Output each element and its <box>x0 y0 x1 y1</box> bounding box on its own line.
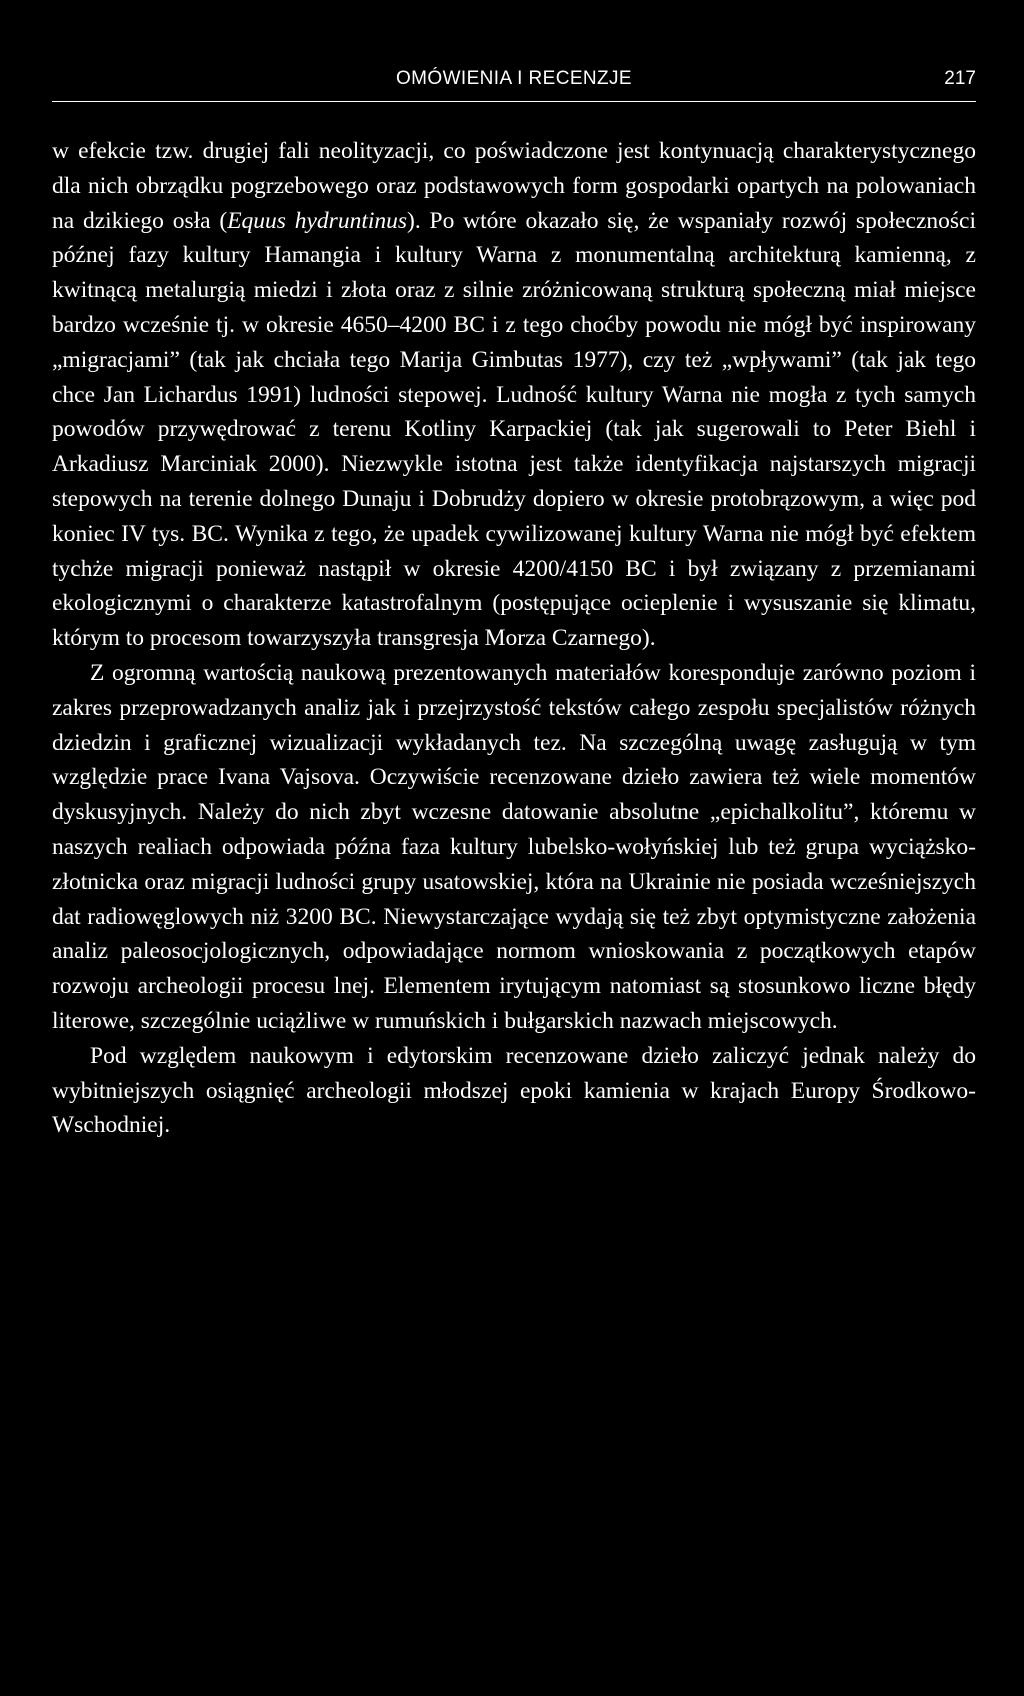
paragraph-1-text-end: ). Po wtóre okazało się, że wspaniały rozwój społeczności późnej fazy kultury Hamangia i kultury Warna z monumentalną architekturą kamienną, z kwitnącą metalurgią miedzi i złota oraz z silnie zróżnicowaną strukturą społeczną miał miejsce bardzo wcześnie tj. w okresie 4650–4200 BC i z tego choćby powodu nie mógł być inspirowany „migracjami” (tak jak chciała tego Marija Gimbutas 1977), czy też „wpływami” (tak jak tego chce Jan Lichardus 1991) ludności stepowej. Ludność kultury Warna nie mogła z tych samych powodów przywędrować z terenu Kotliny Karpackiej (tak jak sugerowali to Peter Biehl i Arkadiusz Marciniak 2000). Niezwykle istotna jest także identyfikacja najstarszych migracji stepowych na terenie dolnego Dunaju i Dobrudży dopiero w okresie protobrązowym, a więc pod koniec IV tys. BC. Wynika z tego, że upadek cywilizowanej kultury Warna nie mógł być efektem tychże migracji ponieważ nastąpił w okresie 4200/4150 BC i był związany z przemianami ekologicznymi o charakterze katastrofalnym (postępujące ocieplenie i wysuszanie się klimatu, którym to procesom towarzyszyła transgresja Morza Czarnego). <box>52 207 976 652</box>
species-name-italic: Equus hydruntinus <box>227 207 408 234</box>
running-head <box>52 68 976 102</box>
paragraph-1-text-start: w efekcie tzw. drugiej fali neolityzacji, co poświadczone jest kontynuacją charakterystycznego dla nich obrządku pogrzebowego oraz podstawowych form gospodarki opartych na polowaniach na dzikiego osła ( <box>52 138 976 234</box>
paragraph-2: Z ogromną wartością naukową prezentowanych materiałów koresponduje zarówno poziom i zakres przeprowadzanych analiz jak i przejrzystość tekstów całego zespołu specjalistów różnych dziedzin i graficznej wizualizacji wykładanych tez. Na szczególną uwagę zasługują w tym względzie prace Ivana Vajsova. Oczywiście recenzowane dzieło zawiera też wiele momentów dyskusyjnych. Należy do nich zbyt wczesne datowanie absolutne „epichalkolitu”, któremu w naszych realiach odpowiada późna faza kultury lubelsko-wołyńskiej lub też grupa wyciążsko-złotnicka oraz migracji ludności grupy usatowskiej, która na Ukrainie nie posiada wcześniejszych dat radiowęglowych niż 3200 BC. Niewystarczające wydają się też zbyt optymistyczne założenia analiz paleosocjologicznych, odpowiadające normom wnioskowania z początkowych etapów rozwoju archeologii procesu lnej. Elementem irytującym natomiast są stosunkowo liczne błędy literowe, szczególnie uciążliwe w rumuńskich i bułgarskich nazwach miejscowych. <box>52 659 976 1034</box>
paragraph-3: Pod względem naukowym i edytorskim recenzowane dzieło zaliczyć jednak należy do wybitniejszych osiągnięć archeologii młodszej epoki kamienia w krajach Europy Środkowo-Wschodniej. <box>52 1042 976 1139</box>
paragraph-1 <box>52 134 976 656</box>
body-text <box>52 134 976 1143</box>
header-rule <box>52 101 976 102</box>
section-title: OMÓWIENIA I RECENZJE <box>395 68 633 89</box>
page-number: 217 <box>944 68 976 89</box>
